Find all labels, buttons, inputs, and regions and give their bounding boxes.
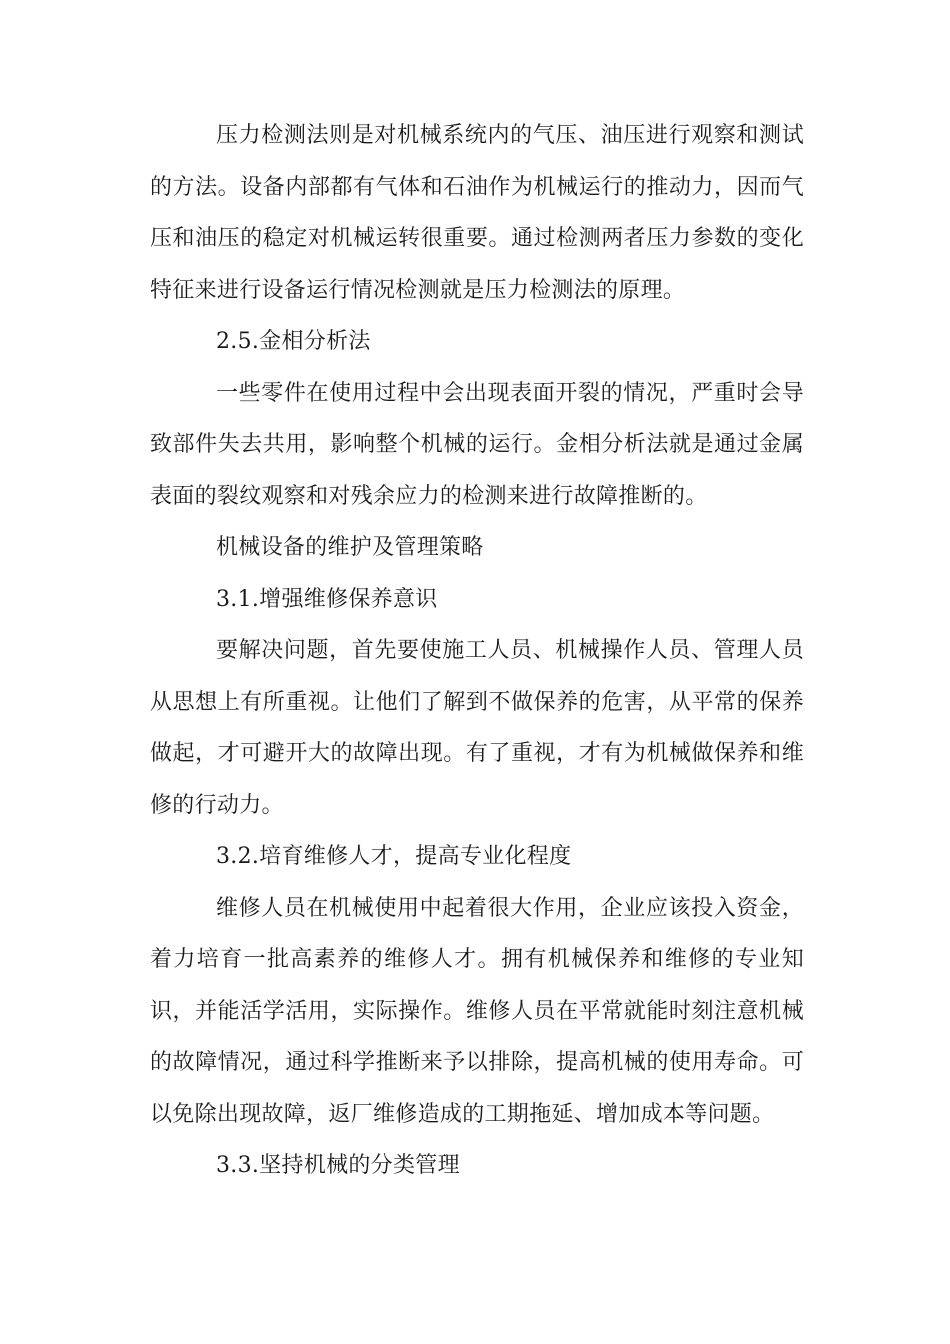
paragraph-maintenance-awareness: 要解决问题，首先要使施工人员、机械操作人员、管理人员从思想上有所重视。让他们了解到不做保养的危害，从平常的保养做起，才可避开大的故障出现。有了重视，才有为机械做保养和维修的行动力。 [150, 638, 804, 818]
section-heading-maintenance-strategy: 机械设备的维护及管理策略 [216, 535, 484, 560]
section-heading-2-5: 2.5.金相分析法 [216, 329, 371, 354]
paragraph-repair-talent: 维修人员在机械使用中起着很大作用，企业应该投入资金，着力培育一批高素养的维修人才。拥有机械保养和维修的专业知识，并能活学活用，实际操作。维修人员在平常就能时刻注意机械的故障情况，通过科学推断来予以排除，提高机械的使用寿命。可以免除出现故障，返厂维修造成的工期拖延、增加成本等问题。 [150, 895, 804, 1127]
section-heading-3-1: 3.1.增强维修保养意识 [216, 586, 438, 612]
document-body [150, 110, 804, 1192]
paragraph-metallographic-analysis: 一些零件在使用过程中会出现表面开裂的情况，严重时会导致部件失去共用，影响整个机械的运行。金相分析法就是通过金属表面的裂纹观察和对残余应力的检测来进行故障推断的。 [150, 380, 804, 509]
section-heading-3-3: 3.3.坚持机械的分类管理 [216, 1153, 460, 1178]
section-heading-3-2: 3.2.培育维修人才，提高专业化程度 [216, 844, 572, 869]
paragraph-pressure-detection: 压力检测法则是对机械系统内的气压、油压进行观察和测试的方法。设备内部都有气体和石油作为机械运行的推动力，因而气压和油压的稳定对机械运转很重要。通过检测两者压力参数的变化特征来进行设备运行情况检测就是压力检测法的原理。 [150, 123, 804, 303]
